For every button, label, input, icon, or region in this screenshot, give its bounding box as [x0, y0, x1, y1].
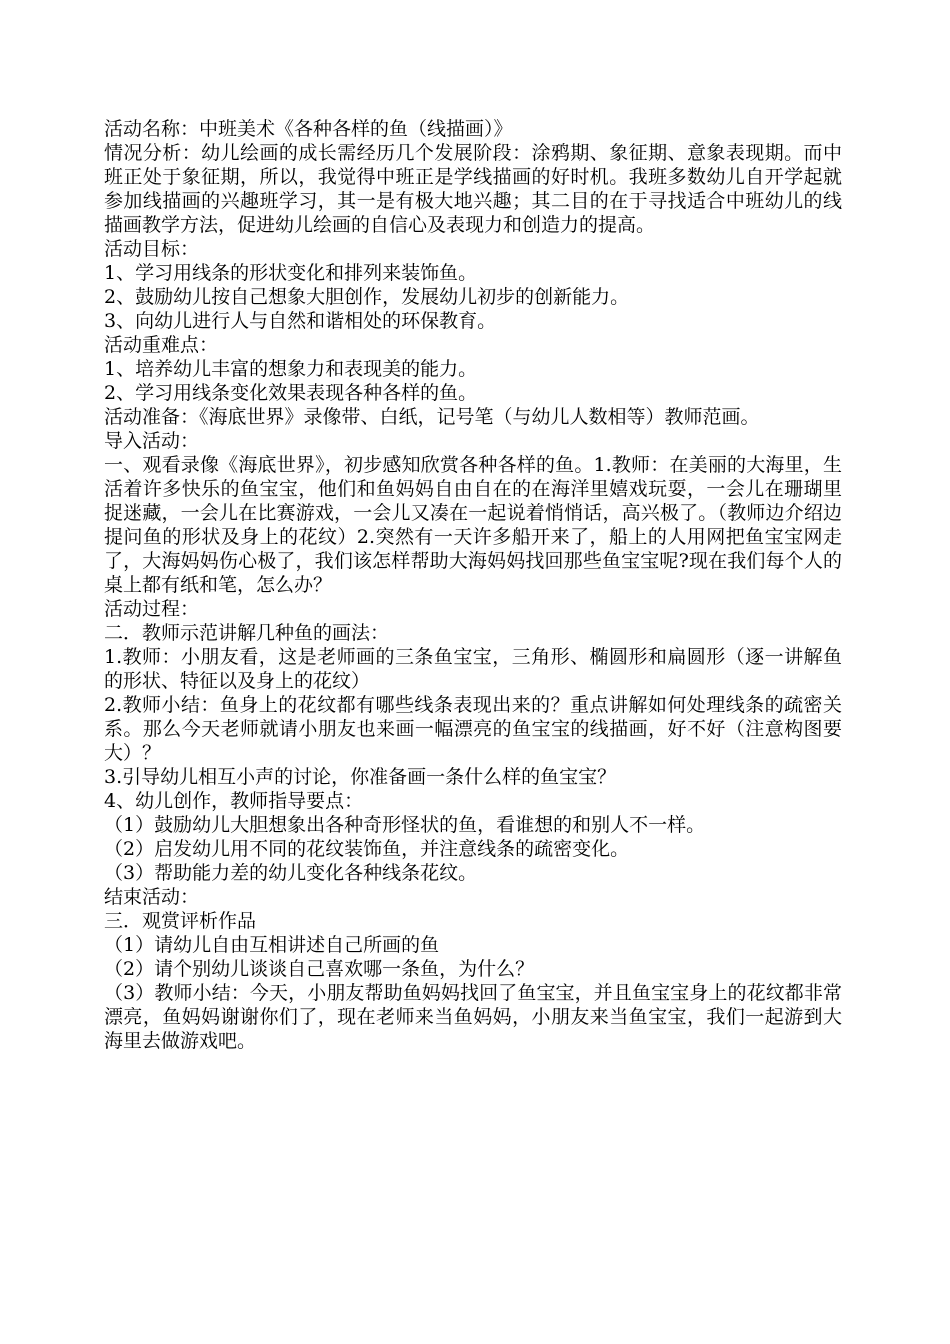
- situation-analysis: 情况分析：幼儿绘画的成长需经历几个发展阶段：涂鸦期、象征期、意象表现期。而中班正处于象征期，所以，我觉得中班正是学线描画的好时机。我班多数幼儿自开学起就参加线描画的兴趣班学习，其一是有极大地兴趣；其二目的在于寻找适合中班幼儿的线描画教学方法，促进幼儿绘画的自信心及表现力和创造力的提高。: [104, 142, 842, 236]
- guidance-item-1: （1）鼓励幼儿大胆想象出各种奇形怪状的鱼，看谁想的和别人不一样。: [104, 814, 706, 836]
- goal-item-2: 2、鼓励幼儿按自己想象大胆创作，发展幼儿初步的创新能力。: [104, 286, 630, 308]
- review-item-3: （3）教师小结：今天，小朋友帮助鱼妈妈找回了鱼宝宝，并且鱼宝宝身上的花纹都非常漂亮，鱼妈妈谢谢你们了，现在老师来当鱼妈妈，小朋友来当鱼宝宝，我们一起游到大海里去做游戏吧。: [104, 982, 842, 1052]
- ending-heading: 结束活动：: [104, 886, 200, 908]
- demo-step-2: 2.教师小结：鱼身上的花纹都有哪些线条表现出来的？重点讲解如何处理线条的疏密关系。那么今天老师就请小朋友也来画一幅漂亮的鱼宝宝的线描画，好不好（注意构图要大）？: [104, 694, 842, 764]
- guidance-item-3: （3）帮助能力差的幼儿变化各种线条花纹。: [104, 862, 478, 884]
- demo-step-4: 4、幼儿创作，教师指导要点：: [104, 790, 364, 812]
- document-page: [104, 117, 842, 1053]
- demo-heading: 二．教师示范讲解几种鱼的画法：: [104, 622, 390, 644]
- review-item-2: （2）请个别幼儿谈谈自己喜欢哪一条鱼，为什么？: [104, 958, 535, 980]
- demo-step-1: 1.教师：小朋友看，这是老师画的三条鱼宝宝，三角形、椭圆形和扁圆形（逐一讲解鱼的形状、特征以及身上的花纹）: [104, 646, 842, 692]
- demo-step-3: 3.引导幼儿相互小声的讨论，你准备画一条什么样的鱼宝宝？: [104, 766, 617, 788]
- key-point-2: 2、学习用线条变化效果表现各种各样的鱼。: [104, 382, 478, 404]
- key-point-1: 1、培养幼儿丰富的想象力和表现美的能力。: [104, 358, 478, 380]
- goal-item-3: 3、向幼儿进行人与自然和谐相处的环保教育。: [104, 310, 497, 332]
- guidance-item-2: （2）启发幼儿用不同的花纹装饰鱼，并注意线条的疏密变化。: [104, 838, 630, 860]
- key-points-heading: 活动重难点：: [104, 334, 219, 356]
- review-item-1: （1）请幼儿自由互相讲述自己所画的鱼: [104, 934, 440, 956]
- activity-title: 活动名称：中班美术《各种各样的鱼（线描画）》: [104, 118, 513, 140]
- process-heading: 活动过程：: [104, 598, 200, 620]
- intro-section: 一、观看录像《海底世界》，初步感知欣赏各种各样的鱼。1.教师：在美丽的大海里，生活着许多快乐的鱼宝宝，他们和鱼妈妈自由自在的在海洋里嬉戏玩耍，一会儿在珊瑚里捉迷藏，一会儿在比赛游戏，一会儿又凑在一起说着悄悄话，高兴极了。（教师边介绍边提问鱼的形状及身上的花纹）2.突然有一天许多船开来了，船上的人用网把鱼宝宝网走了，大海妈妈伤心极了，我们该怎样帮助大海妈妈找回那些鱼宝宝呢?现在我们每个人的桌上都有纸和笔，怎么办？: [104, 454, 842, 596]
- goal-item-1: 1、学习用线条的形状变化和排列来装饰鱼。: [104, 262, 478, 284]
- goals-heading: 活动目标：: [104, 238, 200, 260]
- preparation: 活动准备：《海底世界》录像带、白纸，记号笔（与幼儿人数相等）教师范画。: [104, 406, 760, 428]
- intro-heading: 导入活动：: [104, 430, 200, 452]
- review-heading: 三．观赏评析作品: [104, 910, 257, 932]
